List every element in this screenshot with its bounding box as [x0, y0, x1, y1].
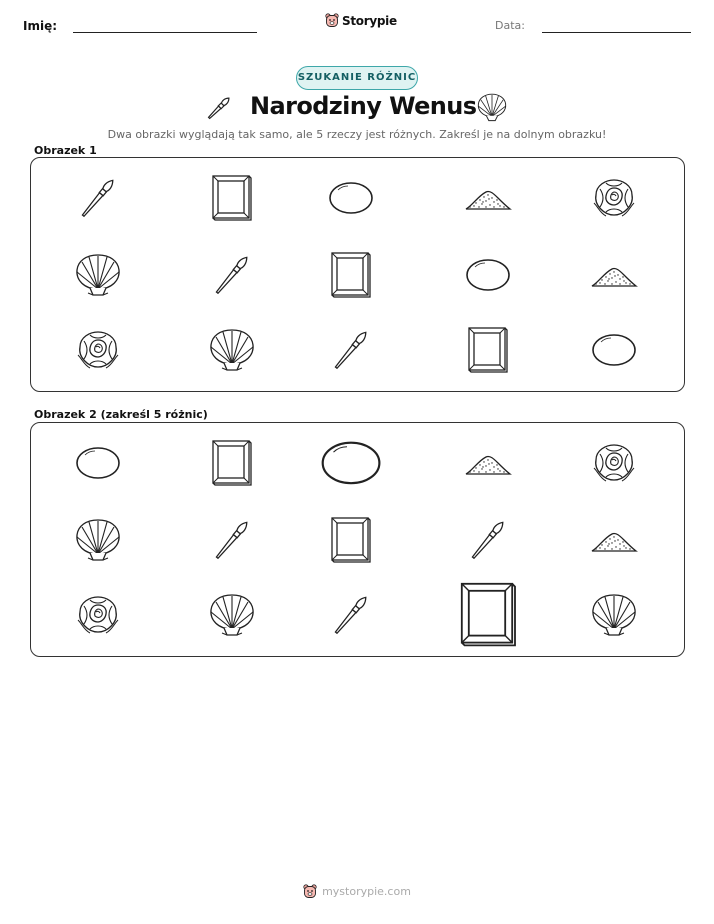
pearl-icon [579, 315, 649, 385]
brush-icon [63, 163, 133, 233]
footer-url: mystorypie.com [322, 885, 411, 898]
date-field[interactable] [542, 32, 691, 33]
frame-icon[interactable] [316, 505, 386, 575]
sand-pile-icon [453, 163, 523, 233]
frame-icon [453, 315, 523, 385]
shell-icon [197, 315, 267, 385]
rose-icon [579, 163, 649, 233]
rose-icon[interactable] [63, 580, 133, 650]
page-title: Narodziny Wenus [250, 92, 477, 120]
brush-icon[interactable] [453, 505, 523, 575]
shell-icon [63, 240, 133, 310]
frame-icon[interactable] [453, 580, 523, 650]
name-field[interactable] [73, 32, 257, 33]
brand-name: Storypie [342, 13, 397, 28]
bear-mascot-icon [303, 884, 317, 899]
sand-pile-icon [579, 240, 649, 310]
sand-pile-icon[interactable] [453, 428, 523, 498]
frame-icon[interactable] [197, 428, 267, 498]
shell-icon[interactable] [197, 580, 267, 650]
picture-panel-2[interactable] [30, 422, 685, 657]
shell-icon[interactable] [63, 505, 133, 575]
panel-1-label: Obrazek 1 [34, 144, 97, 157]
rose-icon [63, 315, 133, 385]
panel-2-label: Obrazek 2 (zakreśl 5 różnic) [34, 408, 208, 421]
brush-icon [203, 92, 235, 128]
name-label: Imię: [23, 19, 58, 33]
picture-panel-1 [30, 157, 685, 392]
brush-icon[interactable] [197, 505, 267, 575]
brush-icon [197, 240, 267, 310]
bear-mascot-icon [325, 13, 339, 28]
pearl-icon [316, 163, 386, 233]
worksheet-type-badge: SZUKANIE RÓŻNIC [296, 66, 418, 90]
brand-logo [325, 13, 397, 28]
brush-icon [316, 315, 386, 385]
pearl-icon[interactable] [63, 428, 133, 498]
rose-icon[interactable] [579, 428, 649, 498]
instructions-text: Dwa obrazki wyglądają tak samo, ale 5 rzeczy jest różnych. Zakreśl je na dolnym obrazku! [107, 128, 607, 141]
frame-icon [197, 163, 267, 233]
shell-icon [476, 92, 508, 126]
brush-icon[interactable] [316, 580, 386, 650]
pearl-icon [453, 240, 523, 310]
footer [0, 884, 714, 899]
date-label: Data: [495, 19, 525, 32]
sand-pile-icon[interactable] [579, 505, 649, 575]
pearl-icon[interactable] [316, 428, 386, 498]
frame-icon [316, 240, 386, 310]
shell-icon[interactable] [579, 580, 649, 650]
